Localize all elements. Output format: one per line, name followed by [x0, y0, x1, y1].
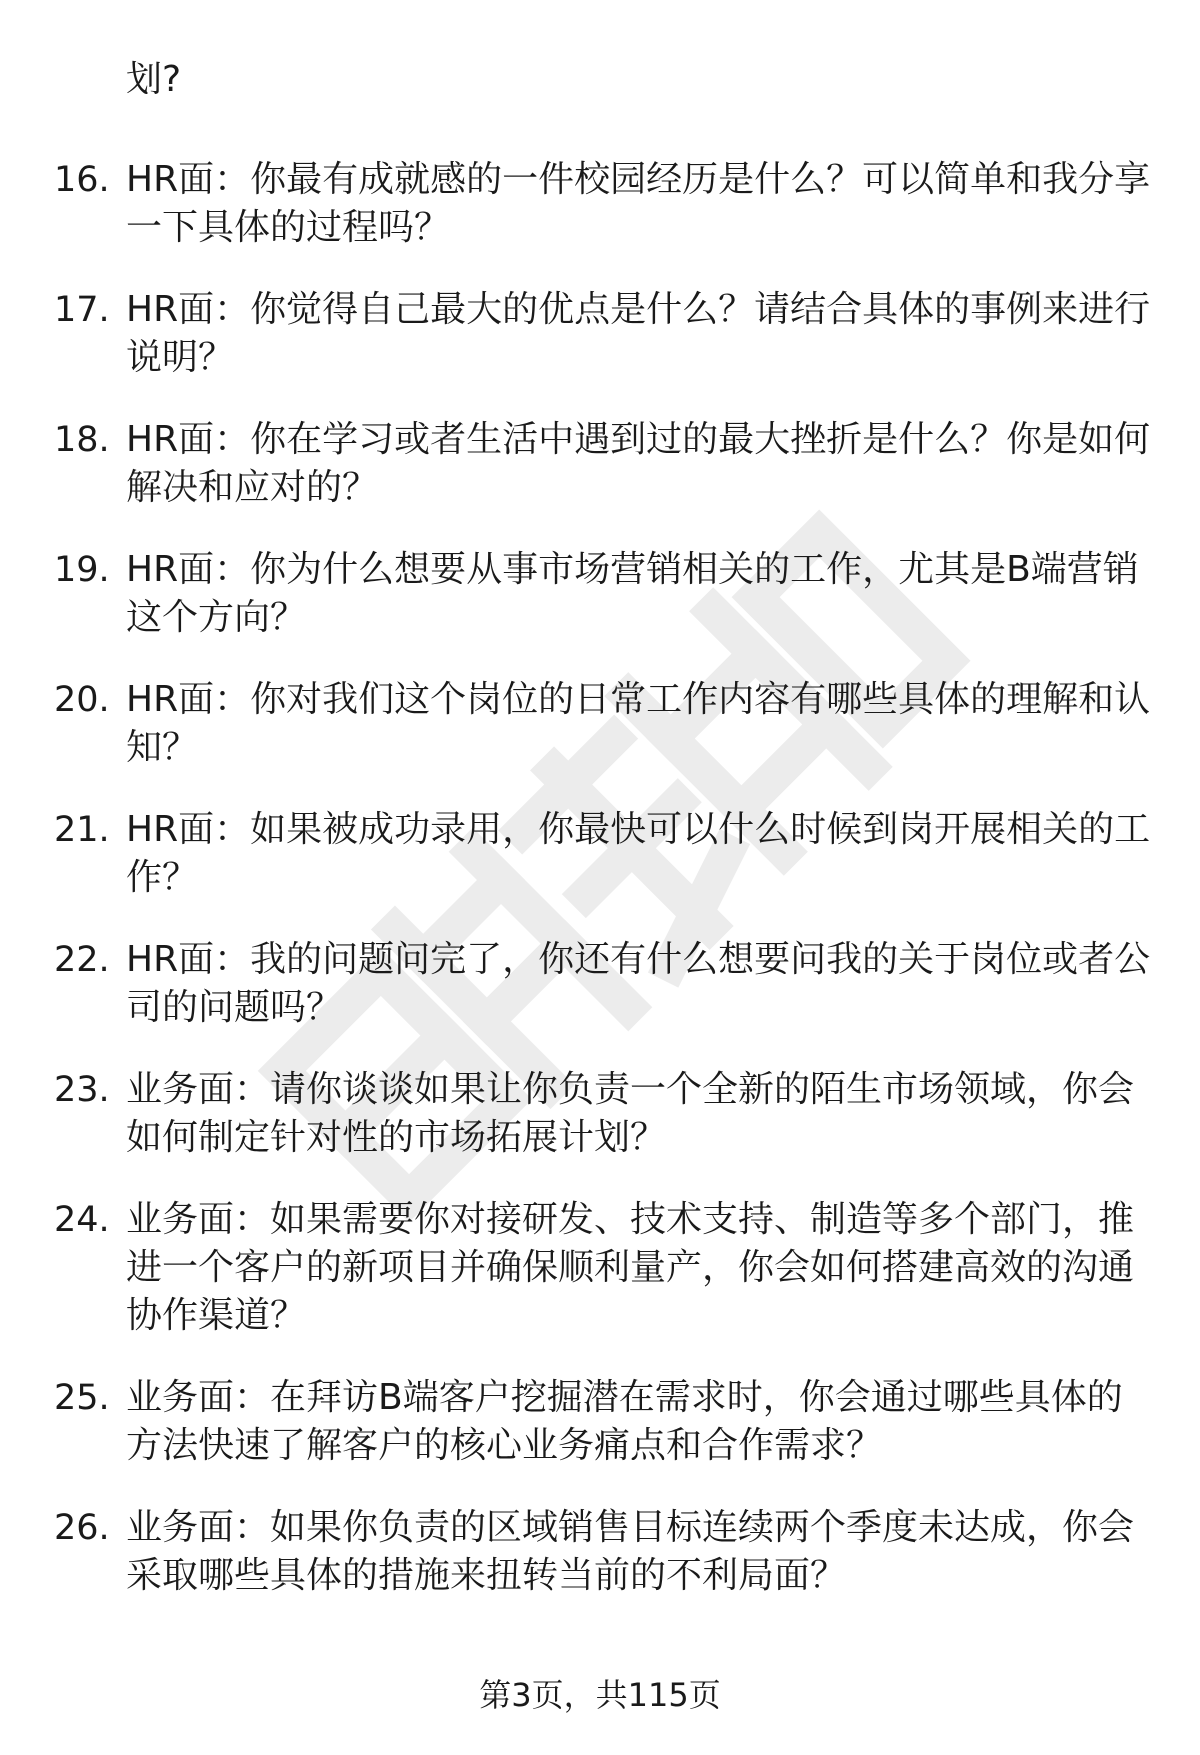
- question-text-line: 一下具体的过程吗？: [126, 207, 451, 248]
- question-item: [54, 156, 1154, 252]
- question-text-line: 司的问题吗？: [126, 987, 343, 1028]
- question-text-line: 说明？: [126, 337, 235, 378]
- question-number: 21.: [54, 810, 110, 850]
- question-item: [54, 676, 1154, 772]
- question-text-line: 业务面：请你谈谈如果让你负责一个全新的陌生市场领域，你会: [126, 1069, 1135, 1110]
- question-text-line: HR面：你在学习或者生活中遇到过的最大挫折是什么？你是如何: [126, 419, 1151, 460]
- question-text-line: HR面：如果被成功录用，你最快可以什么时候到岗开展相关的工: [126, 809, 1151, 850]
- question-number: 24.: [54, 1200, 110, 1240]
- question-text-line: 业务面：在拜访B端客户挖掘潜在需求时，你会通过哪些具体的: [126, 1377, 1123, 1418]
- question-list: [54, 156, 1154, 1600]
- question-text: [126, 1504, 1154, 1600]
- question-number: 17.: [54, 290, 110, 330]
- question-number: 16.: [54, 160, 110, 200]
- question-text: [126, 1196, 1154, 1340]
- question-text-line: 这个方向？: [126, 597, 307, 638]
- continuation-line: 划?: [126, 59, 182, 100]
- question-text-line: 知？: [126, 727, 199, 768]
- question-text-line: 如何制定针对性的市场拓展计划？: [126, 1117, 667, 1158]
- question-item: [54, 806, 1154, 902]
- page-footer: 第3页，共115页: [479, 1676, 721, 1714]
- question-number: 19.: [54, 550, 110, 590]
- question-number: 22.: [54, 940, 110, 980]
- question-text-line: 业务面：如果你负责的区域销售目标连续两个季度未达成，你会: [126, 1507, 1135, 1548]
- question-text-line: 方法快速了解客户的核心业务痛点和合作需求？: [126, 1425, 883, 1466]
- question-text-line: 业务面：如果需要你对接研发、技术支持、制造等多个部门，推: [126, 1199, 1135, 1240]
- question-text-line: HR面：你觉得自己最大的优点是什么？请结合具体的事例来进行: [126, 289, 1151, 330]
- question-item: [54, 416, 1154, 512]
- question-item: [54, 1374, 1154, 1470]
- question-text: [126, 806, 1154, 902]
- question-text: [126, 676, 1154, 772]
- question-number: 25.: [54, 1378, 110, 1418]
- question-text: [126, 286, 1154, 382]
- question-item: [54, 1066, 1154, 1162]
- question-item: [54, 1196, 1154, 1340]
- document-content: [54, 56, 1154, 1634]
- question-text-line: HR面：你最有成就感的一件校园经历是什么？可以简单和我分享: [126, 159, 1151, 200]
- question-text: [126, 936, 1154, 1032]
- question-text: [126, 1374, 1154, 1470]
- question-text: [126, 1066, 1154, 1162]
- question-number: 20.: [54, 680, 110, 720]
- question-text-line: 解决和应对的？: [126, 467, 379, 508]
- question-text: [126, 416, 1154, 512]
- question-number: 23.: [54, 1070, 110, 1110]
- question-item: [54, 1504, 1154, 1600]
- question-number: 18.: [54, 420, 110, 460]
- question-text-line: 采取哪些具体的措施来扭转当前的不利局面？: [126, 1555, 847, 1596]
- question-text-line: HR面：我的问题问完了，你还有什么想要问我的关于岗位或者公: [126, 939, 1151, 980]
- question-text-line: HR面：你对我们这个岗位的日常工作内容有哪些具体的理解和认: [126, 679, 1151, 720]
- question-text-line: HR面：你为什么想要从事市场营销相关的工作，尤其是B端营销: [126, 549, 1139, 590]
- question-text: [126, 156, 1154, 252]
- question-text-line: 作？: [126, 857, 199, 898]
- question-item: [54, 546, 1154, 642]
- question-text-line: 协作渠道？: [126, 1295, 307, 1336]
- question-text: [126, 546, 1154, 642]
- question-number: 26.: [54, 1508, 110, 1548]
- question-item: [54, 936, 1154, 1032]
- question-item: [54, 286, 1154, 382]
- question-text-line: 进一个客户的新项目并确保顺利量产，你会如何搭建高效的沟通: [126, 1247, 1135, 1288]
